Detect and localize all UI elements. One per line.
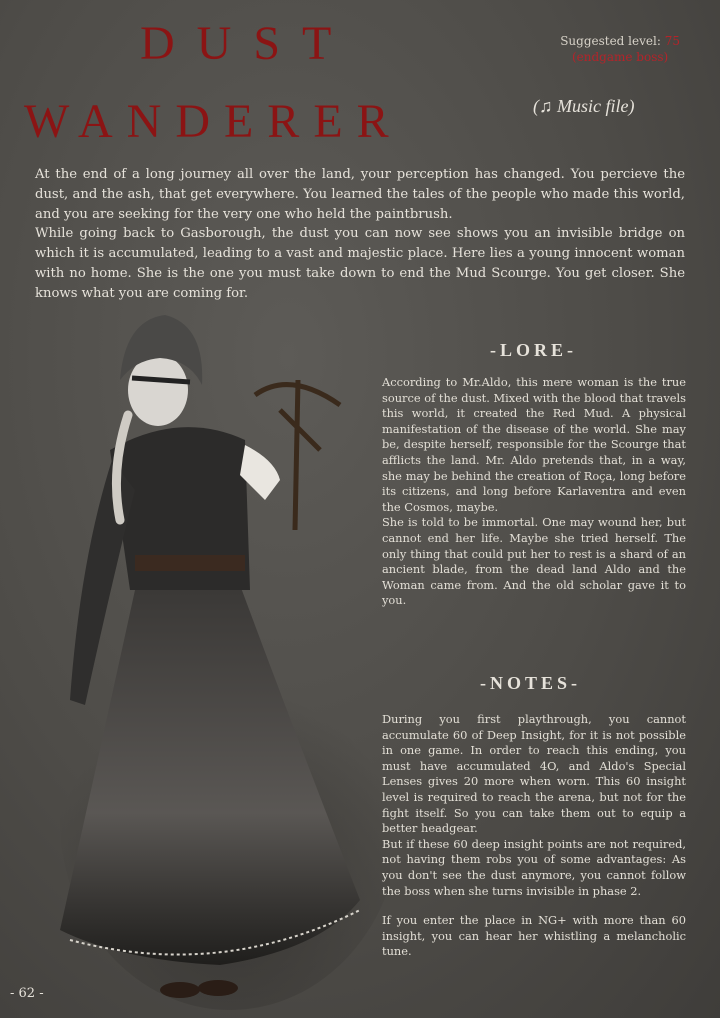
lore-heading: -LORE-: [490, 340, 577, 360]
intro-text: [35, 165, 685, 304]
lore-paragraph: According to Mr.Aldo, this mere woman is the true source of the dust. Mixed with the blood that travels this world, it created the Red Mud. A physical manifestation of the disease of the world. She may be, despite herself, responsible for the Scourge that afflicts the land. Mr. Aldo pretends that, in a way, she may be behind the creation of Roça, long before its citizens, and long before Karlaventra and even the Cosmos, maybe.: [382, 375, 687, 514]
suggested-level: [560, 33, 680, 65]
belt: [135, 555, 245, 571]
title-line-2: WANDERER: [24, 95, 403, 148]
intro-paragraph: At the end of a long journey all over the land, your perception has changed. You percieve the dust, and the ash, that get everywhere. You learned the tales of the people who made this world, and you are seeking for the very one who held the paintbrush.: [35, 167, 685, 222]
face: [128, 354, 188, 426]
dust-wanderer-illustration: [40, 300, 390, 1010]
shoe: [160, 982, 200, 998]
notes-heading: -NOTES-: [480, 673, 582, 693]
notes-paragraph: But if these 60 deep insight points are not required, not having them robs you of some advantages: As you don't see the dust anymore, you cannot follow the boss when she turns invisible in phase 2.: [382, 836, 686, 898]
crossbow: [255, 380, 340, 530]
title-line-1: DUST: [140, 17, 354, 70]
lore-paragraph: She is told to be immortal. One may wound her, but cannot end her life. Maybe she tried herself. The only thing that could put her to rest is a shard of an ancient blade, from the dead land Aldo and the Woman came from. And the old scholar gave it to you.: [382, 515, 686, 608]
intro-paragraph: While going back to Gasborough, the dust you can now see shows you an invisible bridge on which it is accumulated, leading to a vast and majestic place. Here lies a young innocent woman with no home. She is the one you must take down to end the Mud Scourge. You get closer. She knows what you are coming for.: [35, 226, 685, 301]
suggested-level-value: 75: [664, 34, 680, 48]
suggested-level-label: Suggested level:: [560, 34, 661, 48]
music-file-link[interactable]: (♫ Music file): [533, 96, 635, 116]
notes-paragraph: If you enter the place in NG+ with more than 60 insight, you can hear her whistling a melancholic tune.: [382, 913, 686, 959]
page-number: - 62 -: [10, 986, 44, 1001]
lore-text: [382, 375, 686, 609]
suggested-level-note: (endgame boss): [571, 50, 669, 64]
notes-paragraph: During you first playthrough, you cannot accumulate 60 of Deep Insight, for it is not possible in one game. In order to reach this ending, you must have accumulated 4O, and Aldo's Special Lenses gives 20 more when worn. This 60 insight level is required to reach the arena, but not for the fight itself. So you can take them out to equip a better headgear.: [382, 712, 686, 836]
shoe: [198, 980, 238, 996]
notes-text: [382, 712, 686, 960]
